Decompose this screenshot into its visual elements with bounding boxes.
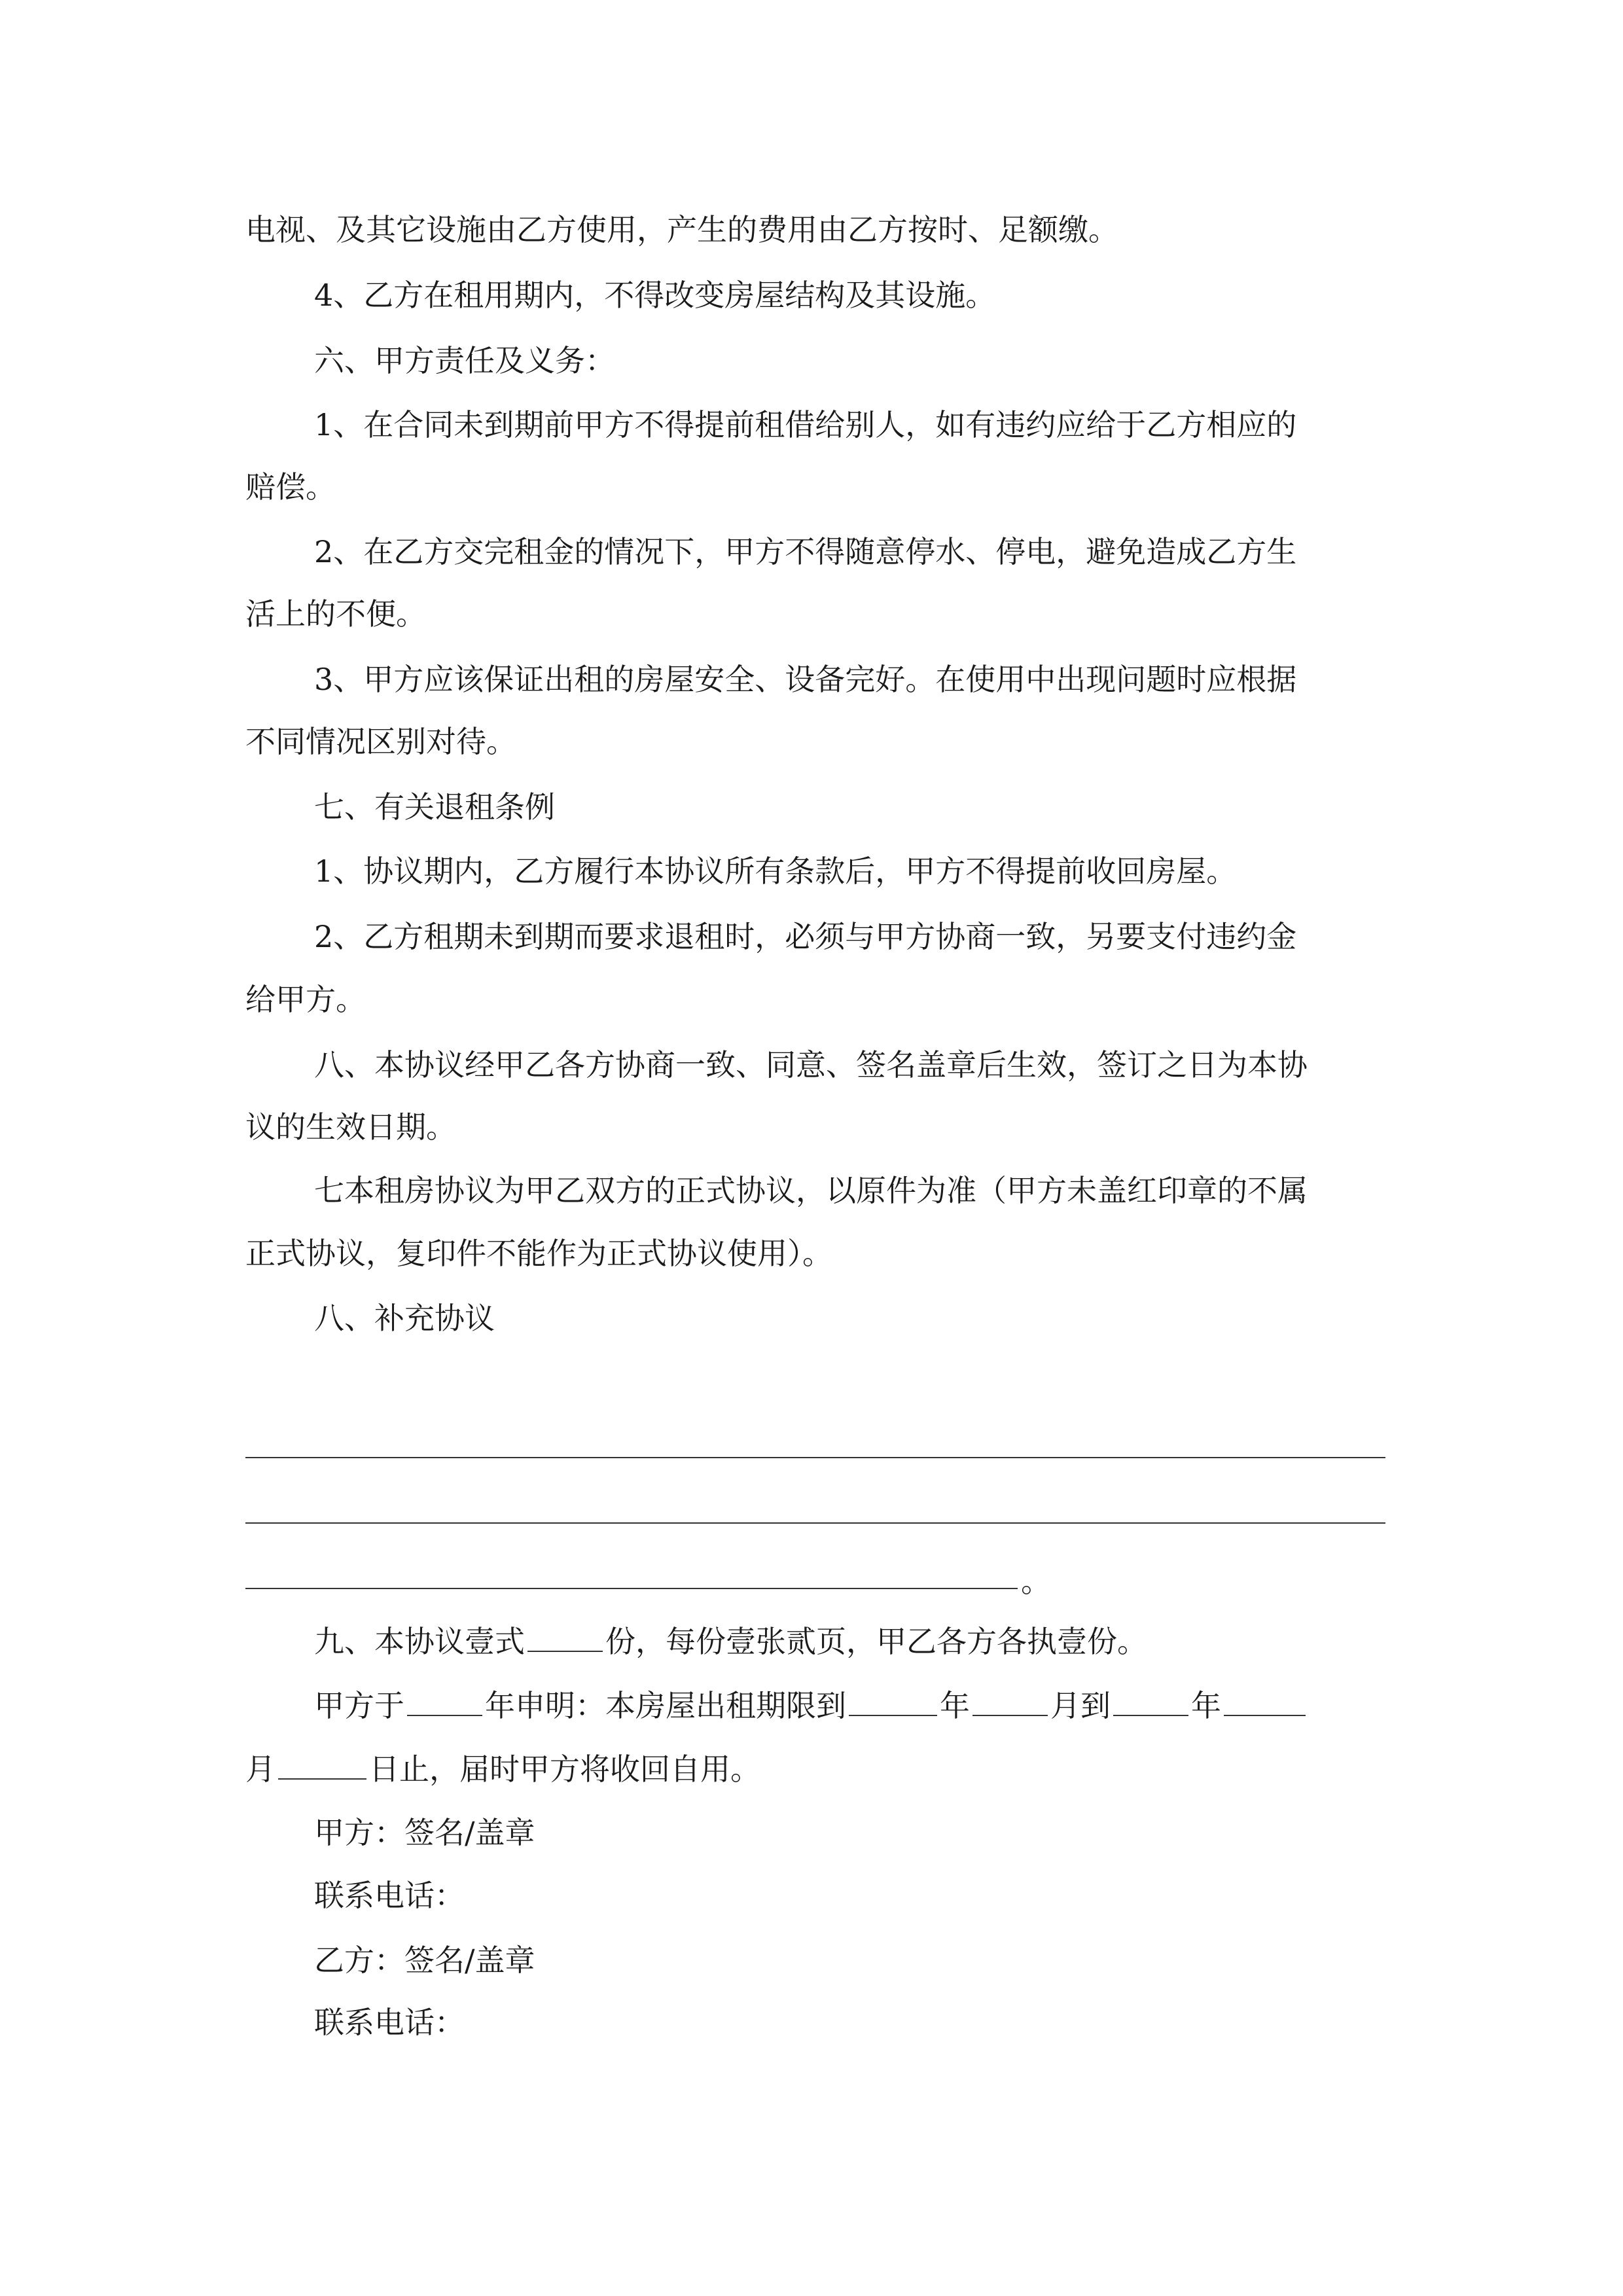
end-month-blank-2[interactable] xyxy=(1224,1686,1306,1716)
declaration-text: 月到 xyxy=(1050,1688,1111,1723)
paragraph-line: 七本租房协议为甲乙双方的正式协议，以原件为准（甲方未盖红印章的不属 xyxy=(314,1173,1308,1208)
section-heading: 七、有关退租条例 xyxy=(314,789,555,825)
paragraph-line: 不同情况区别对待。 xyxy=(245,724,516,759)
copies-count-blank[interactable] xyxy=(527,1622,603,1652)
declaration-text: 年 xyxy=(1191,1688,1221,1723)
document-page xyxy=(245,0,1384,2296)
supplement-blank-line[interactable] xyxy=(245,1588,1018,1589)
paragraph-line: 活上的不便。 xyxy=(245,596,426,632)
end-month-blank[interactable] xyxy=(972,1686,1048,1716)
party-b-phone: 联系电话： xyxy=(314,2005,465,2040)
paragraph-line: 2、在乙方交完租金的情况下，甲方不得随意停水、停电，避免造成乙方生 xyxy=(314,534,1297,569)
end-year-blank-2[interactable] xyxy=(1113,1686,1188,1716)
declaration-year-blank[interactable] xyxy=(407,1686,482,1716)
copies-clause xyxy=(314,1622,1147,1661)
paragraph-line: 1、在合同未到期前甲方不得提前租借给别人，如有违约应给于乙方相应的 xyxy=(314,407,1297,442)
end-year-blank[interactable] xyxy=(849,1686,937,1716)
supplement-blank-line[interactable] xyxy=(245,1457,1385,1458)
declaration-clause xyxy=(314,1686,1308,1725)
supplement-blank-line[interactable] xyxy=(245,1522,1385,1524)
declaration-clause-continued xyxy=(245,1749,760,1789)
party-a-signature: 甲方：签名/盖章 xyxy=(314,1815,535,1850)
declaration-text: 年 xyxy=(940,1688,970,1723)
party-b-signature: 乙方：签名/盖章 xyxy=(314,1943,535,1978)
paragraph-line: 2、乙方租期未到期而要求退租时，必须与甲方协商一致，另要支付违约金 xyxy=(314,919,1297,954)
end-day-blank[interactable] xyxy=(278,1749,366,1780)
paragraph-line: 八、本协议经甲乙各方协商一致、同意、签名盖章后生效，签订之日为本协 xyxy=(314,1047,1308,1083)
paragraph-line: 给甲方。 xyxy=(245,982,366,1017)
declaration-text: 年申明：本房屋出租期限到 xyxy=(485,1688,846,1723)
paragraph-line: 1、协议期内，乙方履行本协议所有条款后，甲方不得提前收回房屋。 xyxy=(314,853,1237,889)
paragraph-line: 电视、及其它设施由乙方使用，产生的费用由乙方按时、足额缴。 xyxy=(245,212,1118,247)
copies-text-before: 九、本协议壹式 xyxy=(314,1624,525,1659)
paragraph-line: 正式协议，复印件不能作为正式协议使用）。 xyxy=(245,1236,832,1271)
declaration-text: 月 xyxy=(245,1751,276,1787)
supplement-end-mark: 。 xyxy=(1021,1564,1051,1599)
section-heading: 八、补充协议 xyxy=(314,1300,495,1336)
section-heading: 六、甲方责任及义务： xyxy=(314,343,615,378)
party-a-phone: 联系电话： xyxy=(314,1878,465,1913)
declaration-text: 日止，届时甲方将收回自用。 xyxy=(369,1751,760,1787)
declaration-text: 甲方于 xyxy=(314,1688,404,1723)
paragraph-line: 4、乙方在租用期内，不得改变房屋结构及其设施。 xyxy=(314,278,996,313)
paragraph-line: 议的生效日期。 xyxy=(245,1109,456,1145)
paragraph-line: 赔偿。 xyxy=(245,469,336,505)
copies-text-after: 份，每份壹张贰页，甲乙各方各执壹份。 xyxy=(605,1624,1147,1659)
paragraph-line: 3、甲方应该保证出租的房屋安全、设备完好。在使用中出现问题时应根据 xyxy=(314,662,1297,697)
